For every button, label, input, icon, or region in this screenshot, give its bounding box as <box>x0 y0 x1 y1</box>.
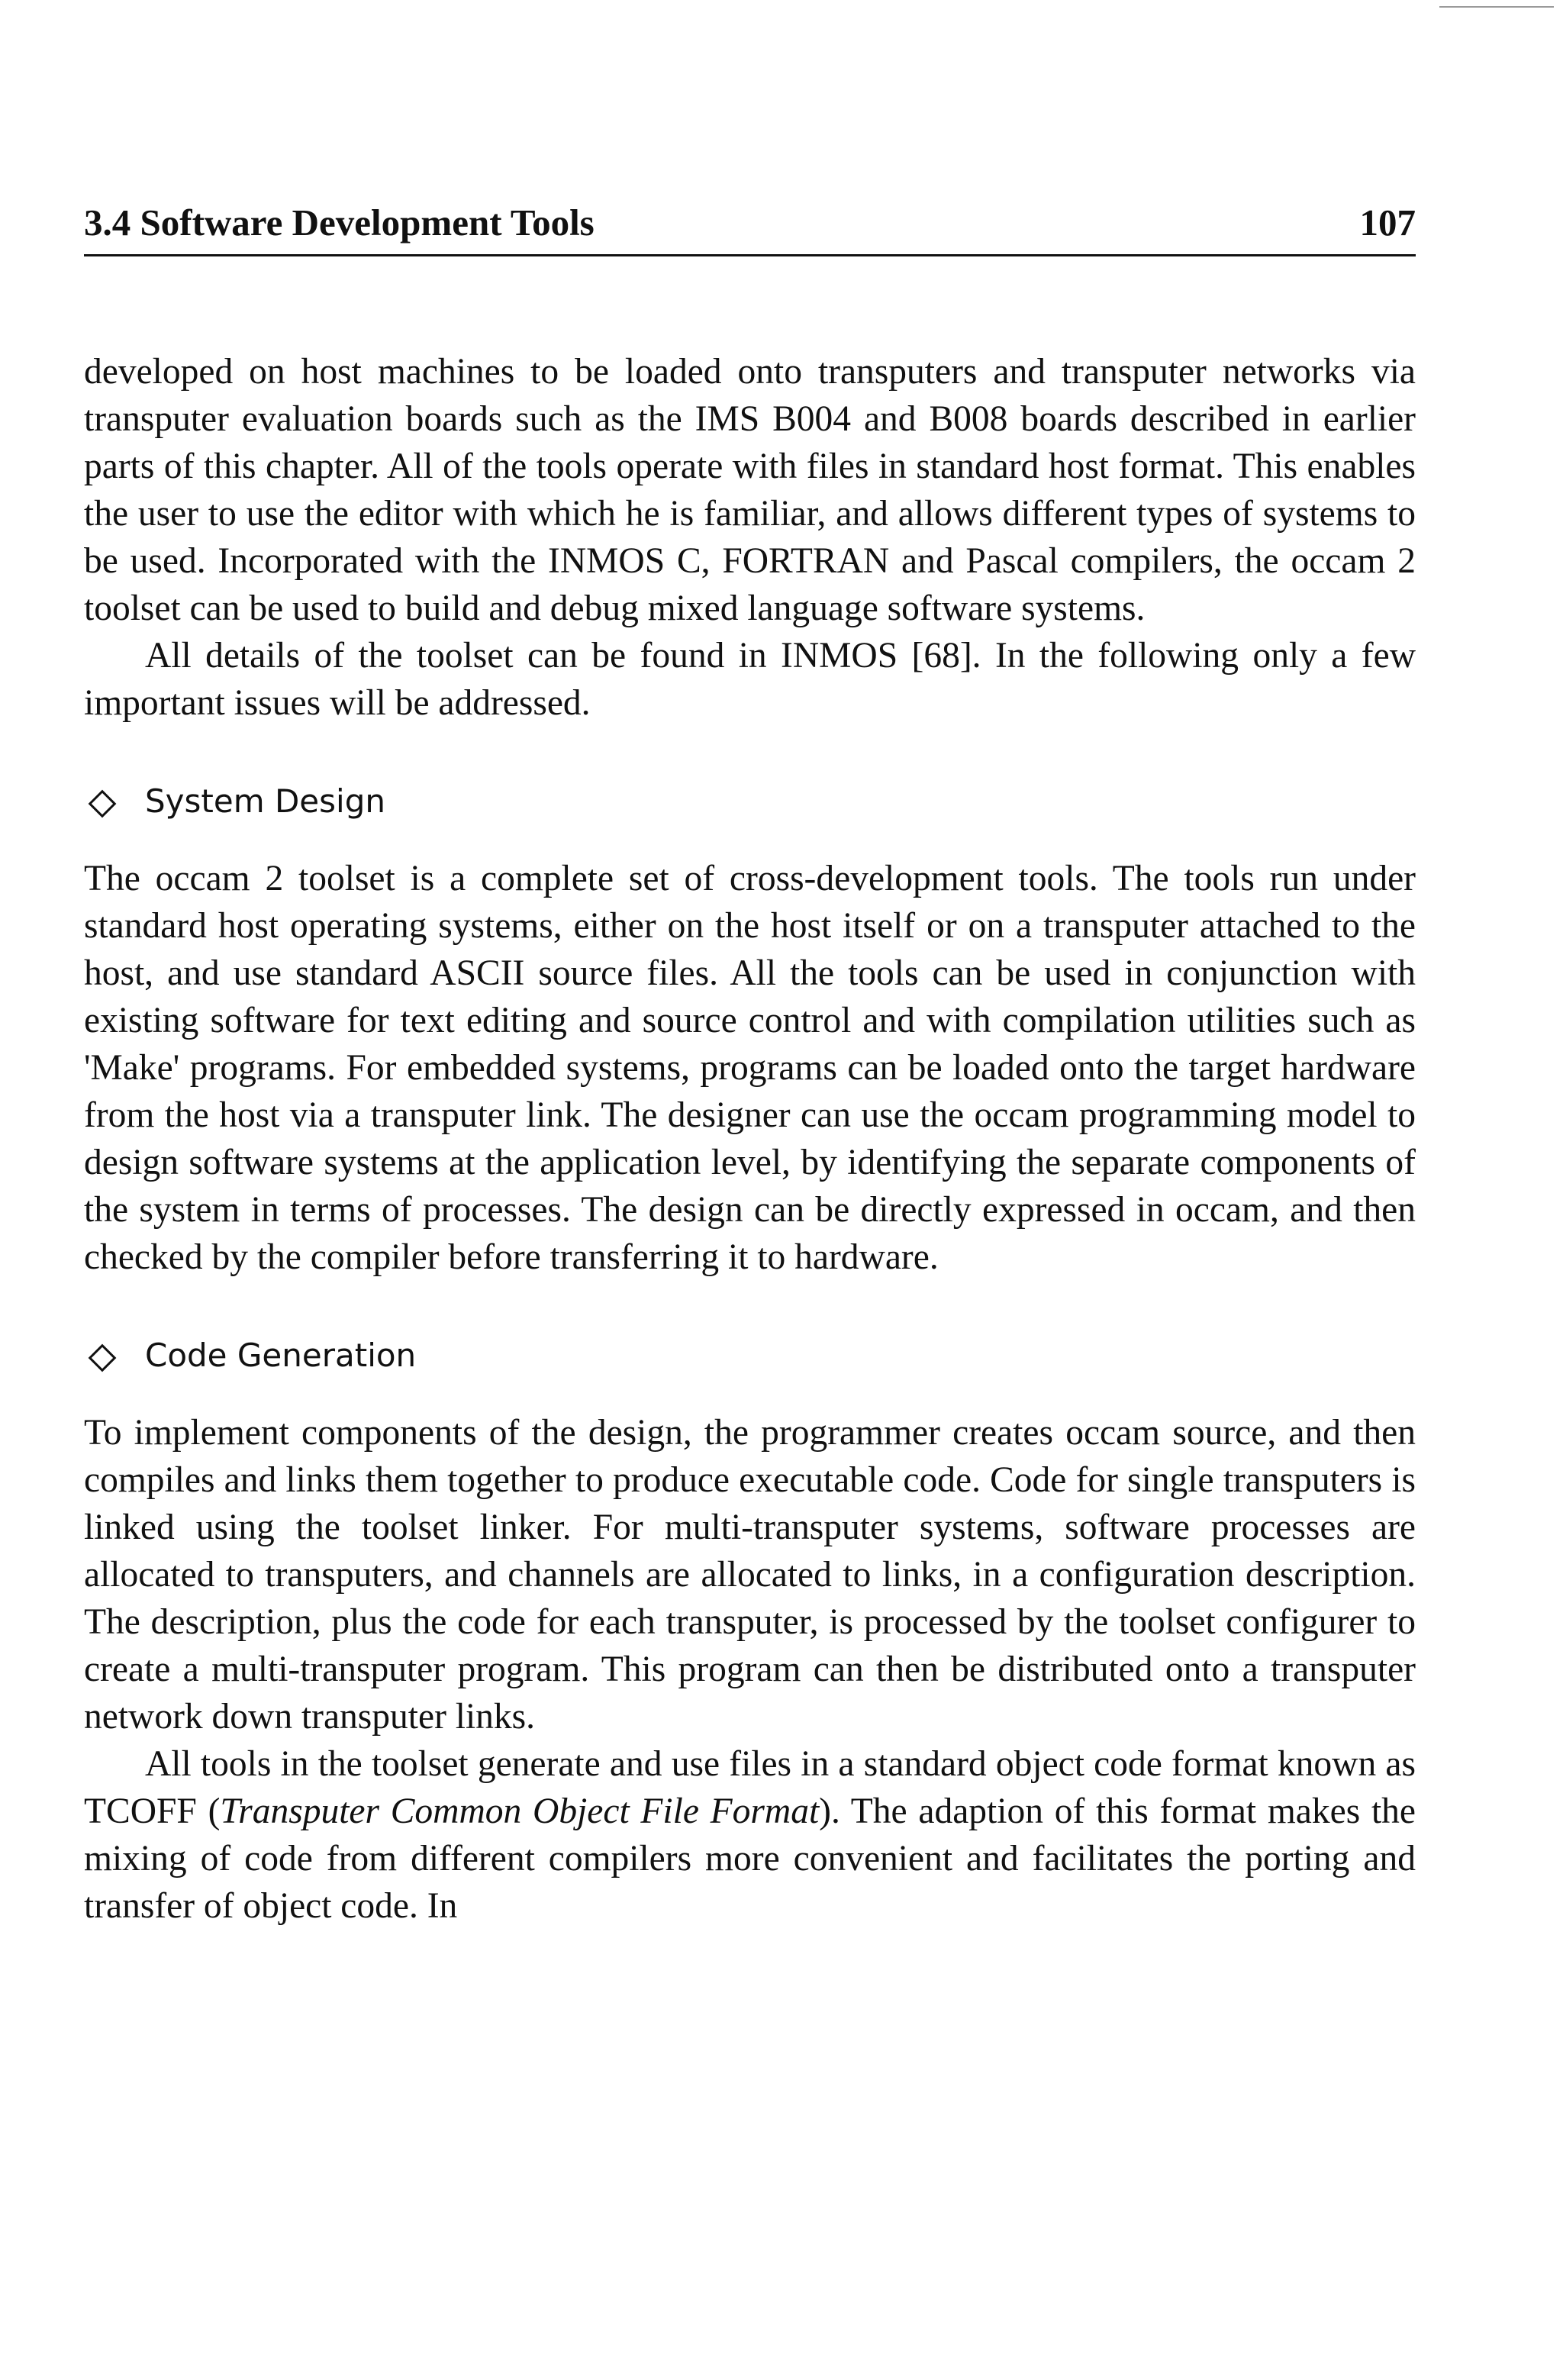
tcoff-expansion: Transputer Common Object File Format <box>220 1791 820 1831</box>
section-title: 3.4 Software Development Tools <box>84 202 595 243</box>
intro-paragraph-1: developed on host machines to be loaded onto transputers and transputer networks via transputer evaluation boards such as the IMS B004 and B008 boards described in earlier parts of this chapter. All of the tools operate with files in standard host format. This enables the user to use the editor with which he is familiar, and allows different types of systems to be used. Incorporated with the INMOS C, FORTRAN and Pascal compilers, the occam 2 toolset can be used to build and debug mixed language software systems. <box>84 351 1416 628</box>
tcoff-text-end: ). The adaption of this format makes the mixing of code from different compilers more convenient and facilitates the porting and transfer of object code. In <box>84 1791 1416 1926</box>
tcoff-text-start: All tools in the toolset generate and use files in a standard object code format known as TCOFF ( <box>84 1743 1416 1831</box>
diamond-bullet-icon <box>89 790 111 813</box>
code-generation-paragraph-2 <box>84 1740 1416 1930</box>
diamond-bullet-icon <box>89 1344 111 1367</box>
page-number: 107 <box>1359 202 1416 243</box>
system-design-heading-text: System Design <box>145 782 385 820</box>
system-design-heading <box>84 779 1416 824</box>
code-generation-heading <box>84 1333 1416 1379</box>
intro-paragraph-2: All details of the toolset can be found in INMOS [68]. In the following only a few important issues will be addressed. <box>84 635 1416 723</box>
code-generation-paragraph-1: To implement components of the design, the programmer creates occam source, and then compiles and links them together to produce executable code. Code for single transputers is linked using the toolset linker. For multi-transputer systems, software processes are allocated to transputers, and channels are allocated to links, in a configuration description. The description, plus the code for each transputer, is processed by the toolset configurer to create a multi-transputer program. This program can then be distributed onto a transputer network down transputer links. <box>84 1412 1416 1737</box>
book-page <box>84 202 1416 1930</box>
running-head <box>84 202 1416 256</box>
code-generation-heading-text: Code Generation <box>145 1336 417 1374</box>
system-design-paragraph: The occam 2 toolset is a complete set of cross-development tools. The tools run under standard host operating systems, either on the host itself or on a transputer attached to the host, and use standard ASCII source files. All the tools can be used in conjunction with existing software for text editing and source control and with compilation utilities such as 'Make' programs. For embedded systems, programs can be loaded onto the target hardware from the host via a transputer link. The designer can use the occam programming model to design software systems at the application level, by identifying the separate components of the system in terms of processes. The design can be directly expressed in occam, and then checked by the compiler before transferring it to hardware. <box>84 858 1416 1277</box>
scan-edge-mark <box>1439 6 1554 10</box>
